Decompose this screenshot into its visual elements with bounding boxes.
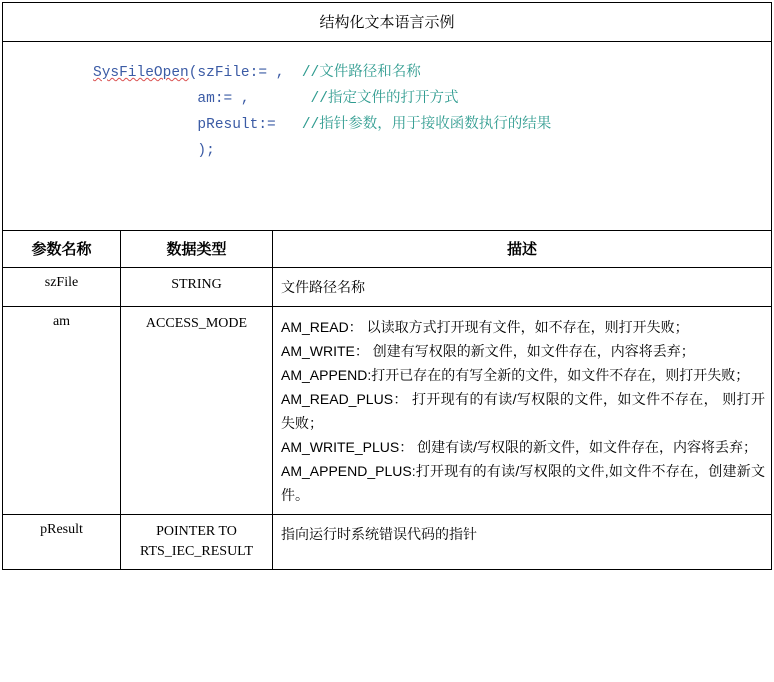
code-token: ); (93, 143, 215, 159)
column-header-type: 数据类型 (121, 231, 273, 268)
page-title: 结构化文本语言示例 (3, 3, 772, 42)
desc-paragraph: AM_WRITE： 创建有写权限的新文件，如文件存在，内容将丢弃； (281, 343, 695, 359)
code-line (93, 112, 771, 138)
param-type: POINTER TO RTS_IEC_RESULT (121, 515, 273, 570)
document-table (2, 2, 772, 570)
code-block (3, 60, 771, 164)
param-desc (273, 307, 772, 515)
code-token: //文件路径和名称 (301, 65, 421, 81)
document-page (0, 2, 774, 682)
code-token: am:= , (93, 91, 311, 107)
desc-paragraph: AM_APPEND:打开已存在的有写全新的文件，如文件不存在，则打开失败； (281, 367, 750, 383)
code-row (3, 42, 772, 231)
code-token: (szFile:= , (188, 65, 302, 81)
param-name: am (3, 307, 121, 515)
param-name: pResult (3, 515, 121, 570)
table-row (3, 307, 772, 515)
code-line (93, 86, 771, 112)
param-desc: 文件路径名称 (273, 268, 772, 307)
param-desc: 指向运行时系统错误代码的指针 (273, 515, 772, 570)
desc-paragraph: AM_APPEND_PLUS:打开现有的有读/写权限的文件,如文件不存在，创建新文件。 (281, 463, 765, 503)
title-row (3, 3, 772, 42)
column-header-desc: 描述 (273, 231, 772, 268)
table-header-row (3, 231, 772, 268)
param-name: szFile (3, 268, 121, 307)
code-token: SysFileOpen (93, 65, 189, 81)
code-token: pResult:= (93, 117, 302, 133)
code-sample-cell (3, 42, 772, 231)
desc-paragraph: AM_READ_PLUS： 打开现有的有读/写权限的文件，如文件不存在， 则打开失败； (281, 391, 765, 431)
desc-paragraph: AM_WRITE_PLUS： 创建有读/写权限的新文件，如文件存在，内容将丢弃； (281, 439, 758, 455)
column-header-name: 参数名称 (3, 231, 121, 268)
code-token: //指针参数，用于接收函数执行的结果 (301, 117, 552, 133)
table-row (3, 515, 772, 570)
code-line (93, 138, 771, 164)
param-type: ACCESS_MODE (121, 307, 273, 515)
code-token: //指定文件的打开方式 (310, 91, 459, 107)
table-row (3, 268, 772, 307)
code-line (93, 60, 771, 86)
param-type: STRING (121, 268, 273, 307)
desc-paragraph: AM_READ： 以读取方式打开现有文件，如不存在，则打开失败； (281, 319, 689, 335)
